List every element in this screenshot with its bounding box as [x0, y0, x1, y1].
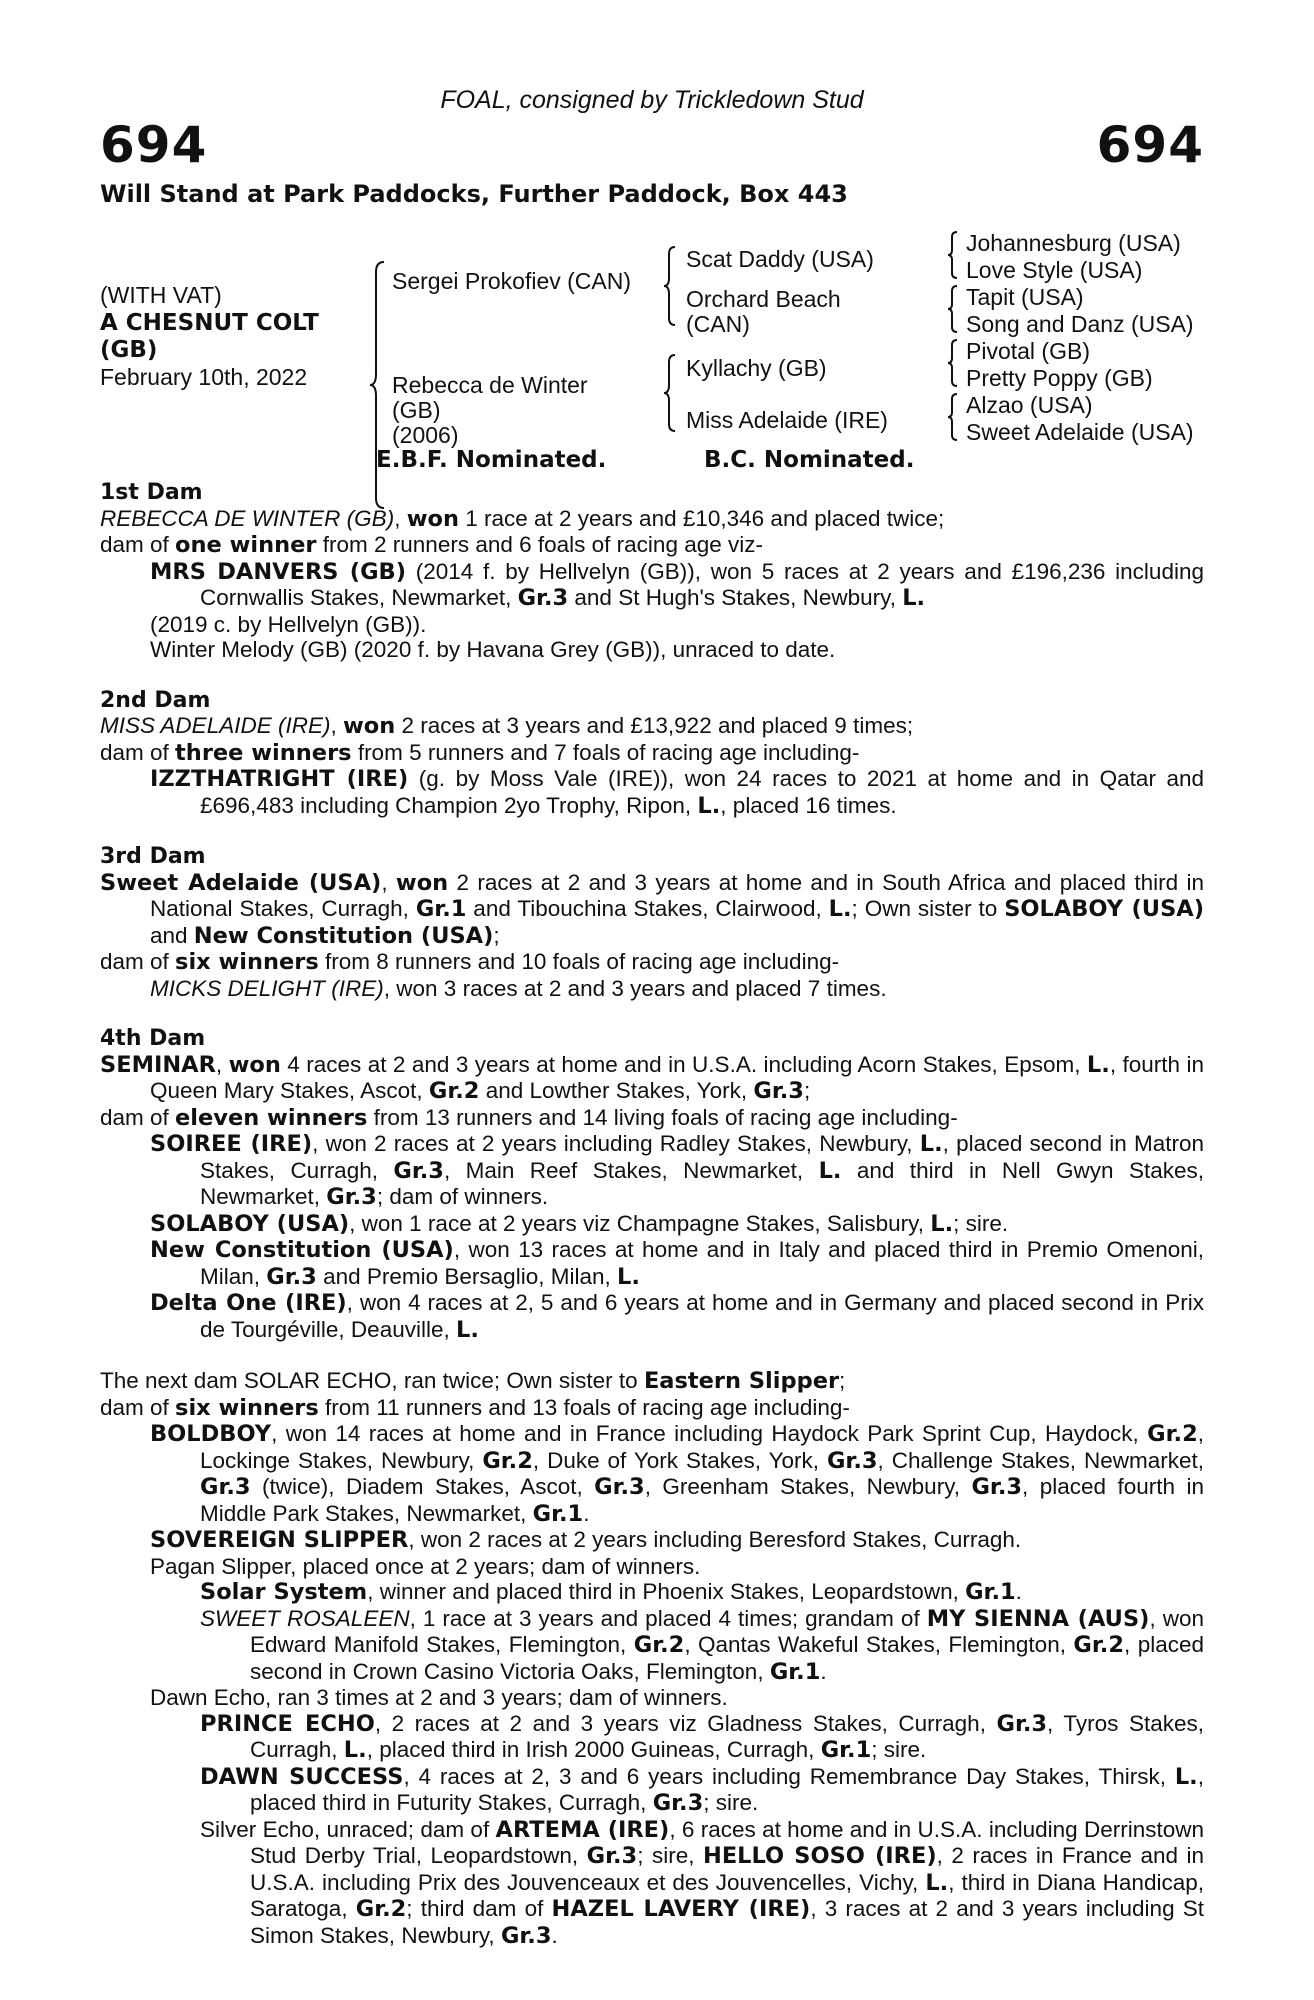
subject-country: (GB) — [100, 337, 158, 363]
dam-summary: REBECCA DE WINTER (GB), won 1 race at 2 years and £10,346 and placed twice; — [100, 505, 945, 532]
dam-summary: SEMINAR, won 4 races at 2 and 3 years at home and in U.S.A. including Acorn Stakes, Epsom, L., fourth in Queen Mary Stakes, Ascot, Gr.2 and Lowther Stakes, York, Gr.3; — [100, 1051, 1204, 1104]
consignment-line: FOAL, consigned by Trickledown Stud — [440, 86, 864, 114]
produce-entry: Dawn Echo, ran 3 times at 2 and 3 years; dam of winners. — [150, 1685, 728, 1710]
produce-entry: MICKS DELIGHT (IRE), won 3 races at 2 and 3 years and placed 7 times. — [150, 975, 887, 1001]
grandsire-2: Love Style (USA) — [966, 257, 1143, 283]
grandproduce-entry: Silver Echo, unraced; dam of ARTEMA (IRE), 6 races at home and in U.S.A. including Derrinstown Stud Derby Trial, Leopardstown, Gr.3; sire, HELLO SOSO (IRE), 2 races in France and in U.S.A. including Prix des Jouvenceaux et des Jouvencelles, Vichy, L., third in Diana Handicap, Saratoga, Gr.2; third dam of HAZEL LAVERY (IRE), 3 races at 2 and 3 years including St Simon Stakes, Newbury, Gr.3. — [200, 1816, 1205, 1949]
section-heading: 3rd Dam — [100, 844, 206, 869]
sire-name: Sergei Prokofiev (CAN) — [392, 268, 632, 294]
produce-entry: IZZTHATRIGHT (IRE) (g. by Moss Vale (IRE)), won 24 races to 2021 at home and in Qatar and £696,483 including Champion 2yo Trophy, Ripon, L., placed 16 times. — [150, 766, 1204, 819]
pedigree-bracket-g2 — [946, 284, 960, 334]
grandsire-8: Sweet Adelaide (USA) — [966, 419, 1194, 445]
produce-entry: Winter Melody (GB) (2020 f. by Havana Grey (GB)), unraced to date. — [150, 637, 836, 662]
grandsire-6: Pretty Poppy (GB) — [966, 365, 1153, 391]
bc-nominated: B.C. Nominated. — [704, 447, 915, 473]
dam-produce-summary: dam of six winners from 11 runners and 13 foals of racing age including- — [100, 1394, 850, 1421]
grandproduce-entry: DAWN SUCCESS, 4 races at 2, 3 and 6 years including Remembrance Day Stakes, Thirsk, L., placed third in Futurity Stakes, Curragh, Gr.3; sire. — [200, 1763, 1204, 1816]
pedigree-bracket-g3 — [946, 338, 960, 388]
ebf-nominated: E.B.F. Nominated. — [376, 447, 607, 473]
lot-number-right: 694 — [1096, 116, 1204, 174]
dam-summary: Sweet Adelaide (USA), won 2 races at 2 and 3 years at home and in South Africa and placed third in National Stakes, Curragh, Gr.1 and Tibouchina Stakes, Clairwood, L.; Own sister to SOLABOY (USA) and New Constitution (USA); — [100, 869, 1204, 949]
sire-sire: Scat Daddy (USA) — [686, 246, 874, 272]
grandsire-7: Alzao (USA) — [966, 392, 1093, 418]
produce-entry: SOIREE (IRE), won 2 races at 2 years including Radley Stakes, Newbury, L., placed second in Matron Stakes, Curragh, Gr.3, Main Reef Stakes, Newmarket, L. and third in Nell Gwyn Stakes, Newmarket, Gr.3; dam of winners. — [150, 1131, 1205, 1210]
produce-entry: New Constitution (USA), won 13 races at home and in Italy and placed third in Premio Omenoni, Milan, Gr.3 and Premio Bersaglio, Milan, L. — [150, 1237, 1204, 1290]
pedigree-bracket-g4 — [946, 392, 960, 442]
grandproduce-entry: PRINCE ECHO, 2 races at 2 and 3 years viz Gladness Stakes, Curragh, Gr.3, Tyros Stakes, Curragh, L., placed third in Irish 2000 Guineas, Curragh, Gr.1; sire. — [200, 1710, 1204, 1763]
subject-name: A CHESNUT COLT — [100, 310, 319, 336]
produce-entry: Delta One (IRE), won 4 races at 2, 5 and 6 years at home and in Germany and placed second in Prix de Tourgéville, Deauville, L. — [150, 1290, 1204, 1343]
section-heading: 1st Dam — [100, 480, 203, 505]
produce-entry: MRS DANVERS (GB) (2014 f. by Hellvelyn (GB)), won 5 races at 2 years and £196,236 including Cornwallis Stakes, Newmarket, Gr.3 and St Hugh's Stakes, Newbury, L. — [150, 558, 1204, 611]
dam-name-line3: (2006) — [392, 422, 459, 448]
dam-produce-summary: dam of six winners from 8 runners and 10 foals of racing age including- — [100, 949, 840, 975]
second-dam-section — [100, 688, 1204, 820]
next-dam-section — [100, 1368, 1204, 1949]
dam-produce-summary: dam of eleven winners from 13 runners and 14 living foals of racing age including- — [100, 1104, 958, 1131]
produce-entry: SOVEREIGN SLIPPER, won 2 races at 2 years including Beresford Stakes, Curragh. — [150, 1527, 1022, 1553]
grandproduce-entry: Solar System, winner and placed third in Phoenix Stakes, Leopardstown, Gr.1. — [200, 1579, 1022, 1605]
produce-entry: (2019 c. by Hellvelyn (GB)). — [150, 611, 427, 637]
grandsire-5: Pivotal (GB) — [966, 338, 1090, 364]
grandsire-4: Song and Danz (USA) — [966, 311, 1194, 337]
sire-dam-line2: (CAN) — [686, 311, 750, 337]
section-heading: 4th Dam — [100, 1026, 206, 1051]
grandsire-3: Tapit (USA) — [966, 284, 1084, 310]
vat-label: (WITH VAT) — [100, 282, 222, 308]
sire-dam-line1: Orchard Beach — [686, 286, 841, 312]
section-heading: 2nd Dam — [100, 687, 211, 713]
produce-entry: SOLABOY (USA), won 1 race at 2 years viz Champagne Stakes, Salisbury, L.; sire. — [150, 1210, 1009, 1237]
dam-sire: Kyllachy (GB) — [686, 355, 827, 381]
grandsire-1: Johannesburg (USA) — [966, 230, 1181, 256]
pedigree-bracket-sire — [662, 245, 678, 327]
pedigree-bracket-g1 — [946, 230, 960, 280]
dam-produce-summary: dam of one winner from 2 runners and 6 foals of racing age viz- — [100, 532, 763, 558]
produce-entry: Pagan Slipper, placed once at 2 years; dam of winners. — [150, 1553, 701, 1579]
grandproduce-entry: SWEET ROSALEEN, 1 race at 3 years and placed 4 times; grandam of MY SIENNA (AUS), won Edward Manifold Stakes, Flemington, Gr.2, Qantas Wakeful Stakes, Flemington, Gr.2, placed second in Crown Casino Victoria Oaks, Flemington, Gr.1. — [200, 1605, 1204, 1685]
lot-number-left: 694 — [100, 116, 208, 174]
foaling-date: February 10th, 2022 — [100, 364, 308, 390]
produce-entry: BOLDBOY, won 14 races at home and in France including Haydock Park Sprint Cup, Haydock, Gr.2, Lockinge Stakes, Newbury, Gr.2, Duke of York Stakes, York, Gr.3, Challenge Stakes, Newmarket, Gr.3 (twice), Diadem Stakes, Ascot, Gr.3, Greenham Stakes, Newbury, Gr.3, placed fourth in Middle Park Stakes, Newmarket, Gr.1. — [150, 1421, 1205, 1527]
dam-summary: MISS ADELAIDE (IRE), won 2 races at 3 years and £13,922 and placed 9 times; — [100, 713, 914, 739]
dam-produce-summary: dam of three winners from 5 runners and 7 foals of racing age including- — [100, 739, 860, 766]
pedigree-bracket-dam — [662, 353, 678, 433]
stand-location: Will Stand at Park Paddocks, Further Paddock, Box 443 — [100, 180, 848, 208]
first-dam-section — [100, 480, 1204, 663]
dam-summary: The next dam SOLAR ECHO, ran twice; Own sister to Eastern Slipper; — [100, 1368, 846, 1394]
dam-dam: Miss Adelaide (IRE) — [686, 407, 888, 433]
family-notes — [100, 480, 1204, 1974]
dam-name-line1: Rebecca de Winter — [392, 372, 588, 398]
third-dam-section — [100, 844, 1204, 1001]
dam-name-line2: (GB) — [392, 397, 441, 423]
fourth-dam-section — [100, 1026, 1204, 1343]
